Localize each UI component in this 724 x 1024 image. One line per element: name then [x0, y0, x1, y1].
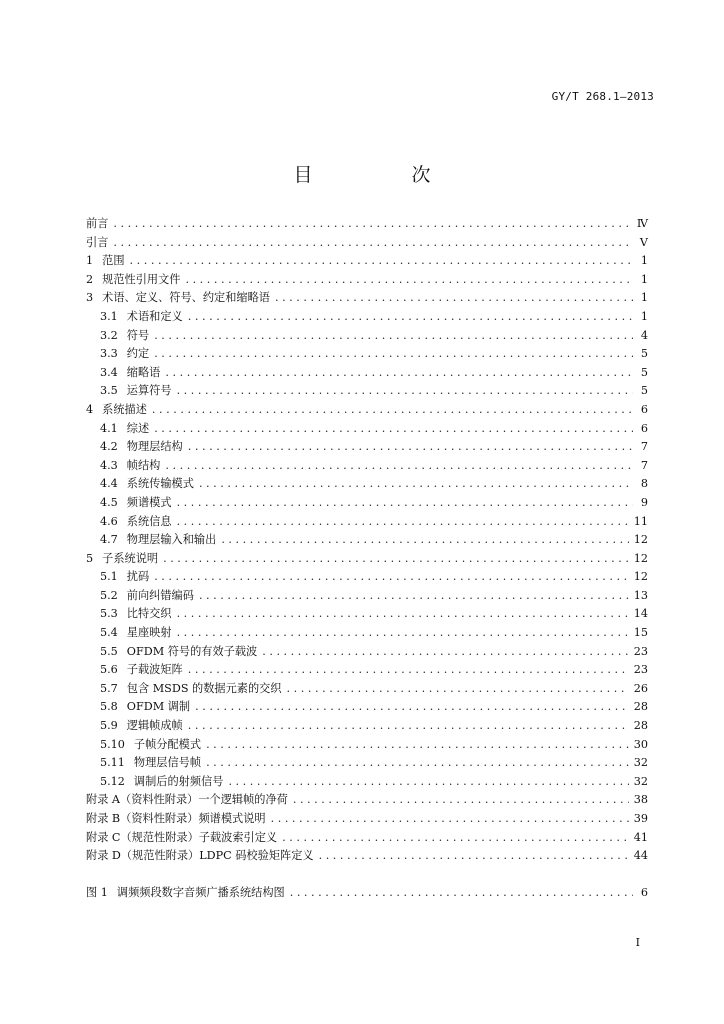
- toc-entry-title: 扰码: [126, 570, 150, 584]
- toc-entry[interactable]: [86, 234, 648, 253]
- toc-entry[interactable]: [86, 550, 648, 569]
- toc-entry[interactable]: [86, 568, 648, 587]
- toc-entry-number: 4.7: [100, 533, 118, 547]
- dot-leader: [165, 364, 633, 383]
- toc-entry-page: 14: [633, 607, 648, 621]
- toc-entry-page: 13: [633, 588, 648, 602]
- dot-leader: [206, 736, 629, 755]
- toc-entry-number: 5: [86, 551, 94, 565]
- dot-leader: [163, 550, 629, 569]
- toc-entry-number: 4.1: [100, 421, 118, 435]
- toc-entry-number: 4.2: [100, 440, 118, 454]
- dot-leader: [287, 680, 629, 699]
- toc-entry-page: 23: [633, 663, 648, 677]
- toc-entry[interactable]: [86, 773, 648, 792]
- toc-entry-number: 5.6: [100, 663, 118, 677]
- toc-entry-title: 物理层结构: [126, 440, 183, 454]
- toc-entry-title: 引言: [86, 235, 109, 249]
- dot-leader: [319, 847, 629, 866]
- dot-leader: [177, 382, 633, 401]
- toc-entry[interactable]: [86, 531, 648, 550]
- toc-entry-number: 4.3: [100, 458, 118, 472]
- dot-leader: [290, 884, 633, 903]
- toc-entry-title: 术语和定义: [126, 309, 183, 323]
- toc-entry-title: 逻辑帧成帧: [126, 719, 183, 733]
- toc-entry[interactable]: [86, 717, 648, 736]
- toc-entry[interactable]: [86, 420, 648, 439]
- toc-entry[interactable]: [86, 791, 648, 810]
- toc-entry-page: 12: [633, 533, 648, 547]
- toc-entry-title: 规范性引用文件: [102, 272, 181, 286]
- toc-entry-page: 39: [633, 812, 648, 825]
- toc-entry-page: 28: [633, 719, 648, 733]
- toc-entry-page: 9: [640, 495, 648, 509]
- toc-entry-number: 3.4: [100, 365, 118, 379]
- toc-entry-title: 调制后的射频信号: [133, 774, 224, 788]
- toc-entry-page: 1: [640, 272, 648, 286]
- toc-entry-page: 1: [640, 254, 648, 268]
- toc-entry-page: 44: [633, 849, 648, 863]
- toc-entry-number: 5.11: [100, 756, 125, 770]
- toc-entry-number: 3: [86, 291, 94, 305]
- toc-entry[interactable]: [86, 382, 648, 401]
- dot-leader: [154, 420, 633, 439]
- dot-leader: [228, 773, 628, 792]
- toc-entry[interactable]: [86, 643, 648, 662]
- dot-leader: [113, 234, 633, 253]
- dot-leader: [199, 475, 633, 494]
- toc-entry-page: Ⅴ: [639, 235, 648, 249]
- toc-gap: [86, 866, 648, 884]
- toc-entry-title: 缩略语: [126, 365, 161, 379]
- toc-heading: 目 次: [293, 164, 471, 186]
- toc-entry-title: 前向纠错编码: [126, 588, 194, 602]
- toc-entry-number: 4.5: [100, 495, 118, 509]
- toc-entry-page: 30: [633, 737, 648, 751]
- toc-entry-title: 附录 B（资料性附录）频谱模式说明: [86, 812, 266, 825]
- toc-entry-number: 5.9: [100, 719, 118, 733]
- toc-entry[interactable]: [86, 884, 648, 903]
- toc-entry[interactable]: [86, 401, 648, 420]
- dot-leader: [188, 438, 633, 457]
- toc-entry[interactable]: [86, 810, 648, 829]
- toc-entry-number: 2: [86, 272, 94, 286]
- toc-entry[interactable]: [86, 624, 648, 643]
- toc-entry-title: 综述: [126, 421, 150, 435]
- dot-leader: [188, 308, 633, 327]
- dot-leader: [154, 568, 629, 587]
- toc-entry-title: OFDM 符号的有效子载波: [126, 644, 258, 658]
- dot-leader: [206, 754, 629, 773]
- toc-entry-number: 3.3: [100, 347, 118, 361]
- figure-list: [86, 884, 648, 903]
- dot-leader: [185, 271, 633, 290]
- toc-entry-title: 系统传输模式: [126, 477, 194, 491]
- toc-entry-title: 术语、定义、符号、约定和缩略语: [102, 291, 270, 305]
- toc-entry-page: 5: [640, 365, 648, 379]
- dot-leader: [188, 661, 629, 680]
- toc-entry[interactable]: [86, 587, 648, 606]
- toc-entry-number: 1: [86, 254, 94, 268]
- toc-entry-number: 4.6: [100, 514, 118, 528]
- dot-leader: [199, 587, 629, 606]
- toc-entry[interactable]: [86, 829, 648, 848]
- page-number: Ⅰ: [635, 936, 640, 949]
- toc-entry-number: 3.5: [100, 384, 118, 398]
- toc-entry-page: 12: [633, 570, 648, 584]
- toc-entries: [86, 215, 648, 866]
- toc-entry-page: 7: [640, 440, 648, 454]
- dot-leader: [113, 215, 631, 234]
- toc-entry[interactable]: [86, 438, 648, 457]
- toc-entry-number: 5.4: [100, 626, 118, 640]
- toc-entry-number: 3.1: [100, 309, 118, 323]
- toc-entry[interactable]: [86, 252, 648, 271]
- toc-entry-page: 12: [633, 551, 648, 565]
- toc-entry-title: 附录 A（资料性附录）一个逻辑帧的净荷: [86, 793, 288, 807]
- dot-leader: [221, 531, 628, 550]
- toc-entry-title: 附录 C（规范性附录）子载波索引定义: [86, 830, 278, 844]
- dot-leader: [282, 829, 629, 848]
- dot-leader: [195, 698, 629, 717]
- toc-entry-page: 28: [633, 700, 648, 714]
- toc-entry[interactable]: [86, 605, 648, 624]
- toc-entry[interactable]: [86, 661, 648, 680]
- toc-entry-title: 范围: [102, 254, 125, 268]
- toc-entry[interactable]: [86, 457, 648, 476]
- toc-entry-title: 符号: [126, 328, 150, 342]
- toc-entry[interactable]: [86, 308, 648, 327]
- dot-leader: [165, 457, 633, 476]
- toc-entry[interactable]: [86, 494, 648, 513]
- toc-entry-number: 5.2: [100, 588, 118, 602]
- toc-entry-title: 物理层输入和输出: [126, 533, 217, 547]
- dot-leader: [293, 791, 629, 810]
- toc-entry-page: 1: [640, 309, 648, 323]
- dot-leader: [177, 624, 629, 643]
- toc-entry[interactable]: [86, 754, 648, 773]
- toc-entry[interactable]: [86, 736, 648, 755]
- toc-entry-title: 约定: [126, 347, 150, 361]
- dot-leader: [154, 327, 633, 346]
- toc-entry[interactable]: [86, 345, 648, 364]
- dot-leader: [177, 605, 629, 624]
- toc-entry-title: 子载波矩阵: [126, 663, 183, 677]
- toc-entry-number: 3.2: [100, 328, 118, 342]
- toc-entry[interactable]: [86, 698, 648, 717]
- toc-entry[interactable]: [86, 364, 648, 383]
- dot-leader: [177, 513, 629, 532]
- toc-entry-number: 5.12: [100, 774, 125, 788]
- toc-entry-title: 比特交织: [126, 607, 172, 621]
- toc-entry-page: Ⅳ: [636, 217, 648, 230]
- toc-entry-page: 23: [633, 644, 648, 658]
- toc-entry-page: 11: [633, 514, 648, 528]
- toc-entry-title: 附录 D（规范性附录）LDPC 码校验矩阵定义: [86, 849, 314, 863]
- toc-entry-title: 调频频段数字音频广播系统结构图: [116, 885, 285, 899]
- toc-entry-title: 物理层信号帧: [133, 756, 202, 770]
- toc-entry[interactable]: [86, 289, 648, 308]
- table-of-contents: [86, 215, 648, 902]
- toc-entry-number: 5.8: [100, 700, 118, 714]
- toc-entry-page: 6: [640, 421, 648, 435]
- toc-entry-page: 32: [633, 756, 648, 770]
- toc-entry-title: 系统描述: [102, 402, 147, 416]
- toc-entry-title: 子系统说明: [102, 551, 159, 565]
- toc-entry[interactable]: [86, 847, 648, 866]
- dot-leader: [275, 289, 633, 308]
- toc-entry-title: 前言: [86, 217, 109, 230]
- toc-entry-page: 6: [640, 402, 648, 416]
- dot-leader: [130, 252, 633, 271]
- toc-entry-title: 系统信息: [126, 514, 172, 528]
- toc-entry-page: 4: [640, 328, 648, 342]
- toc-entry-page: 38: [633, 793, 648, 807]
- toc-entry[interactable]: [86, 513, 648, 532]
- toc-entry-page: 32: [633, 774, 648, 788]
- toc-entry-title: 子帧分配模式: [133, 737, 202, 751]
- toc-entry-page: 6: [640, 885, 648, 899]
- toc-entry-number: 5.7: [100, 681, 118, 695]
- toc-entry-title: 包含 MSDS 的数据元素的交织: [126, 681, 282, 695]
- dot-leader: [188, 717, 629, 736]
- toc-entry-title: 运算符号: [126, 384, 172, 398]
- toc-entry[interactable]: [86, 475, 648, 494]
- toc-entry-page: 1: [640, 291, 648, 305]
- toc-entry-page: 26: [633, 681, 648, 695]
- toc-entry-number: 5.5: [100, 644, 118, 658]
- toc-entry-title: 帧结构: [126, 458, 161, 472]
- standard-number: GY/T 268.1—2013: [551, 90, 654, 103]
- dot-leader: [152, 401, 633, 420]
- dot-leader: [177, 494, 633, 513]
- toc-entry-number: 图 1: [86, 885, 108, 899]
- toc-entry[interactable]: [86, 327, 648, 346]
- toc-entry-number: 5.10: [100, 737, 125, 751]
- dot-leader: [271, 810, 629, 829]
- toc-entry-number: 5.1: [100, 570, 118, 584]
- toc-entry-number: 4: [86, 402, 94, 416]
- toc-entry-page: 41: [633, 830, 648, 844]
- toc-entry-page: 15: [633, 626, 648, 640]
- toc-entry-title: 频谱模式: [126, 495, 172, 509]
- toc-entry[interactable]: [86, 680, 648, 699]
- toc-entry-page: 7: [640, 458, 648, 472]
- toc-entry-title: OFDM 调制: [126, 700, 191, 714]
- dot-leader: [262, 643, 629, 662]
- toc-entry[interactable]: [86, 271, 648, 290]
- toc-entry[interactable]: [86, 215, 648, 234]
- toc-entry-title: 星座映射: [126, 626, 172, 640]
- toc-entry-page: 8: [640, 477, 648, 491]
- dot-leader: [154, 345, 633, 364]
- toc-entry-page: 5: [640, 347, 648, 361]
- toc-entry-number: 4.4: [100, 477, 118, 491]
- toc-entry-number: 5.3: [100, 607, 118, 621]
- toc-entry-page: 5: [640, 384, 648, 398]
